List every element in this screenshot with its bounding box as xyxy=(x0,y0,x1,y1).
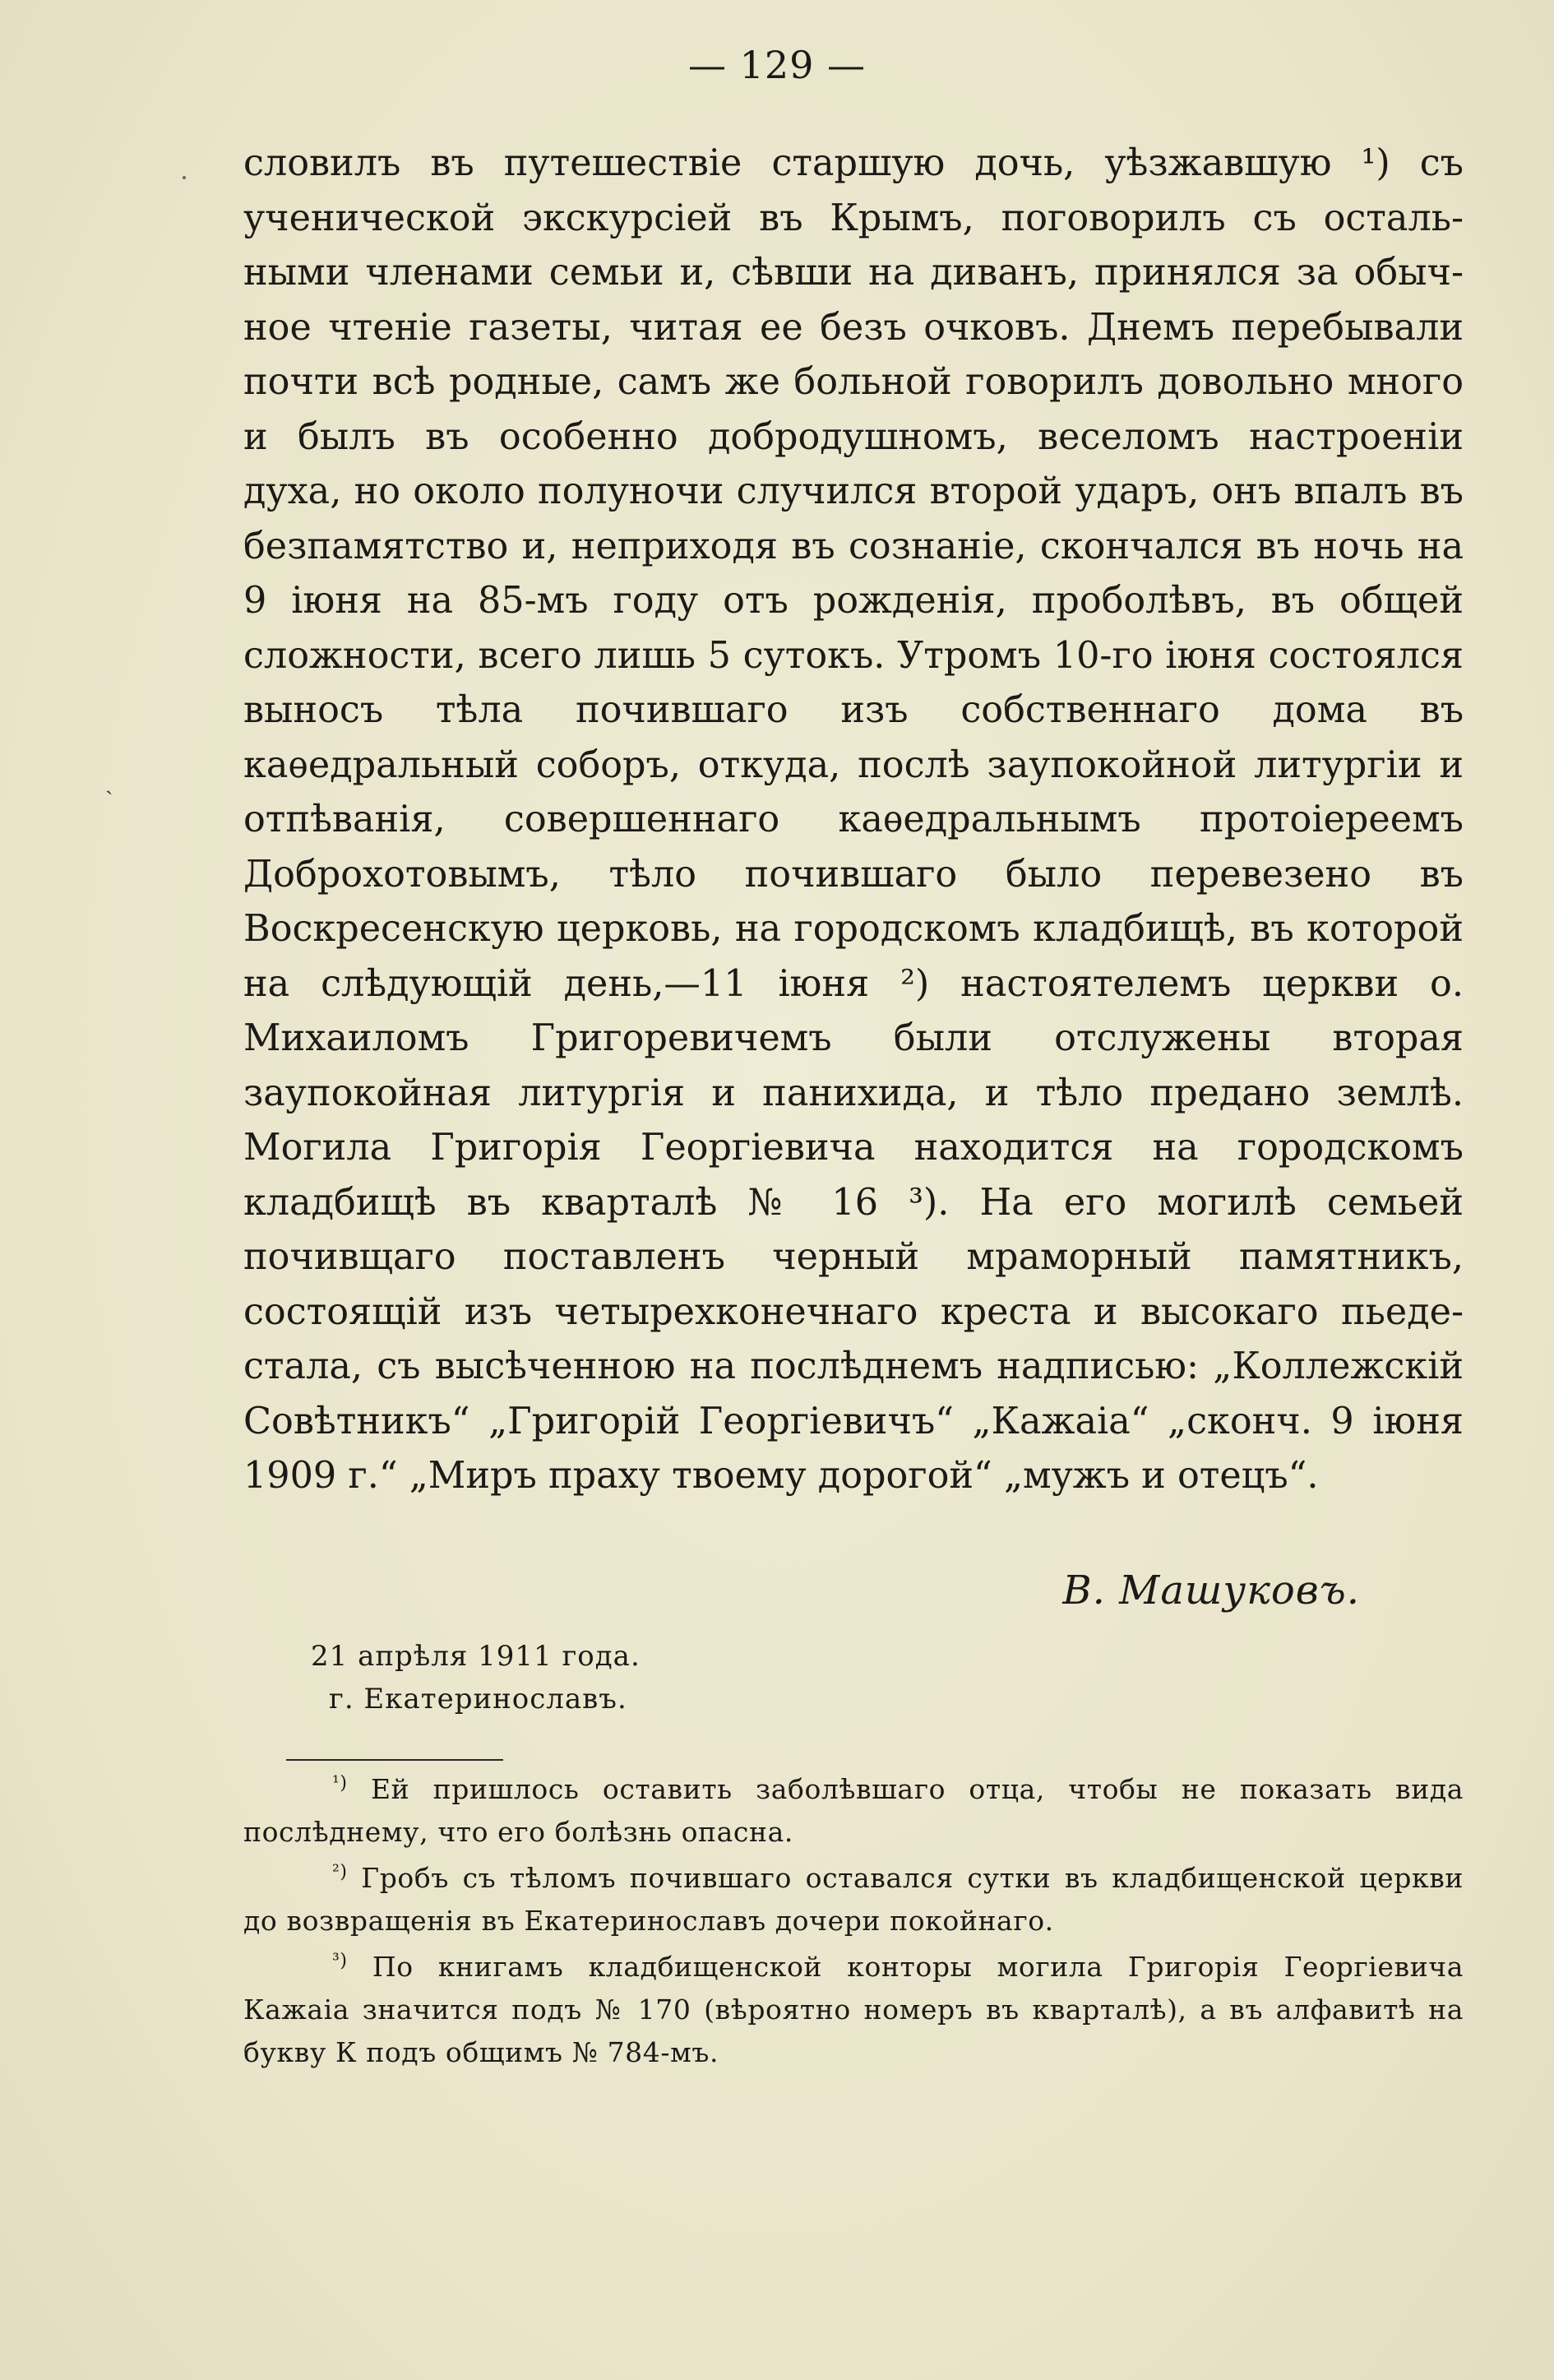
dateline-date: 21 апрѣля 1911 года. xyxy=(311,1640,641,1673)
dateline xyxy=(311,1635,641,1720)
footnote-1 xyxy=(243,1768,1464,1854)
dateline-place: г. Екатеринославъ. xyxy=(329,1683,627,1716)
main-paragraph: словилъ въ путешествіе старшую дочь, уѣзжавшую ¹) съ ученической экскурсіей въ Крымъ, поговорилъ съ остальными членами семьи и, сѣвши на диванъ, принялся за обычное чтеніе газеты, читая ее безъ очковъ. Днемъ перебывали почти всѣ родные, самъ же больной говорилъ довольно много и былъ въ особенно добродушномъ, веселомъ настроеніи духа, но около полуночи случился второй ударъ, онъ впалъ въ безпамятство и, неприходя въ сознаніе, скончался въ ночь на 9 іюня на 85-мъ году отъ рожденія, проболѣвъ, въ общей сложности, всего лишь 5 сутокъ. Утромъ 10-го іюня состоялся выносъ тѣла почившаго изъ собственнаго дома въ каѳедральный соборъ, откуда, послѣ заупокойной литургіи и отпѣванія, совершеннаго каѳедральнымъ протоіереемъ Доброхотовымъ, тѣло почившаго было перевезено въ Воскресенскую церковь, на городскомъ кладбищѣ, въ которой на слѣдующій день,—11 іюня ²) настоятелемъ церкви о. Михаиломъ Григоревичемъ были отслужены вторая заупокойная литургія и панихида, и тѣло предано землѣ. Могила Григорія Георгіевича находится на городскомъ кладбищѣ въ кварталѣ № 16 ³). На его могилѣ семьей почивщаго поставленъ черный мраморный памятникъ, состоящій изъ четырехконечнаго креста и высокаго пьедестала, съ высѣченною на послѣднемъ надписью: „Коллежскій Совѣтникъ“ „Григорій Георгіевичъ“ „Кажаіа“ „сконч. 9 іюня 1909 г.“ „Миръ праху твоему дорогой“ „мужъ и отецъ“. xyxy=(243,142,1464,1497)
footnote-2 xyxy=(243,1857,1464,1942)
footnote-text: По книгамъ кладбищенской конторы могила Григорія Георгіевича Кажаіа значится подъ № 170 (вѣроятно номеръ въ кварталѣ), а въ алфавитѣ на букву К подъ общимъ № 784-мъ. xyxy=(243,1951,1464,2068)
footnote-text: Гробъ съ тѣломъ почившаго оставался сутки въ кладбищенской церкви до возвращенія въ Екатеринославъ дочери покойнаго. xyxy=(243,1862,1464,1937)
author-signature: В. Машуковъ. xyxy=(1062,1567,1360,1614)
footnote-text: Ей пришлось оставить заболѣвшаго отца, чтобы не показать вида послѣднему, что его болѣзнь опасна. xyxy=(243,1773,1464,1848)
footnote-marker: ³) xyxy=(332,1951,348,1971)
main-text-block xyxy=(243,137,1464,1504)
footnote-marker: ¹) xyxy=(332,1773,348,1794)
margin-mark: ˏ xyxy=(105,768,113,795)
footnote-marker: ²) xyxy=(332,1862,348,1882)
footnote-divider xyxy=(286,1759,503,1761)
ink-speck xyxy=(183,176,186,179)
footnote-3 xyxy=(243,1946,1464,2074)
footnotes xyxy=(243,1768,1464,2077)
page-number: — 129 — xyxy=(687,43,867,87)
